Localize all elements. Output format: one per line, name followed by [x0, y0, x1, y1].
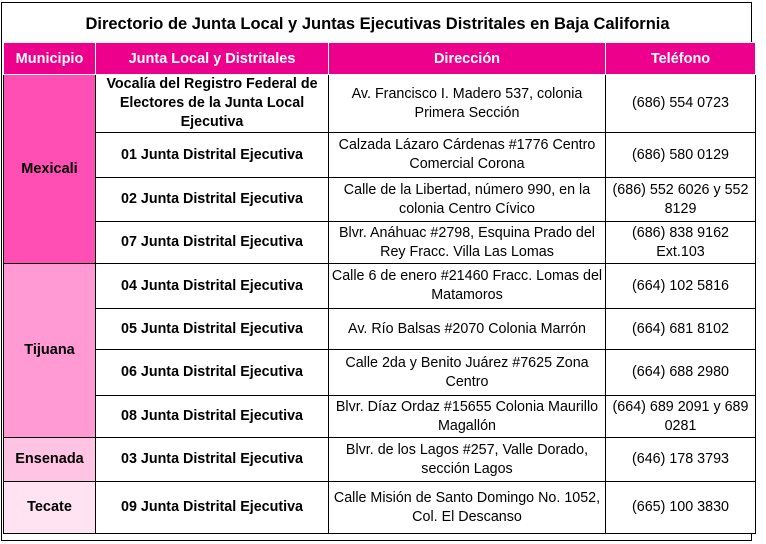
- telefono-cell: (664) 688 2980: [606, 350, 756, 396]
- table-row: [4, 75, 756, 133]
- junta-cell: 09 Junta Distrital Ejecutiva: [96, 482, 329, 534]
- municipio-mexicali: Mexicali: [4, 75, 96, 264]
- table-row: [4, 178, 756, 222]
- direccion-cell: Calle Misión de Santo Domingo No. 1052, Col. El Descanso: [329, 482, 606, 534]
- header-direccion: Dirección: [329, 43, 606, 75]
- direccion-cell: Av. Francisco I. Madero 537, colonia Primera Sección: [329, 75, 606, 133]
- table-row: [4, 264, 756, 309]
- junta-cell: 06 Junta Distrital Ejecutiva: [96, 350, 329, 396]
- telefono-cell: (686) 580 0129: [606, 133, 756, 178]
- telefono-cell: (686) 838 9162 Ext.103: [606, 222, 756, 264]
- direccion-cell: Calzada Lázaro Cárdenas #1776 Centro Comercial Corona: [329, 133, 606, 178]
- direccion-cell: Calle 2da y Benito Juárez #7625 Zona Centro: [329, 350, 606, 396]
- direccion-cell: Blvr. de los Lagos #257, Valle Dorado, sección Lagos: [329, 438, 606, 482]
- table-row: [4, 222, 756, 264]
- telefono-cell: (686) 554 0723: [606, 75, 756, 133]
- table-row: [4, 396, 756, 438]
- direccion-cell: Av. Río Balsas #2070 Colonia Marrón: [329, 309, 606, 350]
- junta-cell: 04 Junta Distrital Ejecutiva: [96, 264, 329, 309]
- header-junta: Junta Local y Distritales: [96, 43, 329, 75]
- telefono-cell: (646) 178 3793: [606, 438, 756, 482]
- junta-cell: Vocalía del Registro Federal de Electores de la Junta Local Ejecutiva: [96, 75, 329, 133]
- table-row: [4, 350, 756, 396]
- header-municipio: Municipio: [4, 43, 96, 75]
- direccion-cell: Blvr. Anáhuac #2798, Esquina Prado del Rey Fracc. Villa Las Lomas: [329, 222, 606, 264]
- junta-cell: 08 Junta Distrital Ejecutiva: [96, 396, 329, 438]
- junta-cell: 05 Junta Distrital Ejecutiva: [96, 309, 329, 350]
- municipio-tecate: Tecate: [4, 482, 96, 534]
- header-telefono: Teléfono: [606, 43, 756, 75]
- directory-table: [3, 42, 756, 534]
- table-row: [4, 133, 756, 178]
- junta-cell: 02 Junta Distrital Ejecutiva: [96, 178, 329, 222]
- table-row: [4, 482, 756, 534]
- telefono-cell: (665) 100 3830: [606, 482, 756, 534]
- junta-cell: 01 Junta Distrital Ejecutiva: [96, 133, 329, 178]
- junta-cell: 07 Junta Distrital Ejecutiva: [96, 222, 329, 264]
- municipio-tijuana: Tijuana: [4, 264, 96, 438]
- junta-cell: 03 Junta Distrital Ejecutiva: [96, 438, 329, 482]
- telefono-cell: (664) 102 5816: [606, 264, 756, 309]
- telefono-cell: (664) 681 8102: [606, 309, 756, 350]
- table-row: [4, 309, 756, 350]
- page-title: Directorio de Junta Local y Juntas Ejecutivas Distritales en Baja California: [85, 15, 670, 33]
- direccion-cell: Calle de la Libertad, número 990, en la colonia Centro Cívico: [329, 178, 606, 222]
- table-row: [4, 438, 756, 482]
- direccion-cell: Blvr. Díaz Ordaz #15655 Colonia Maurillo Magallón: [329, 396, 606, 438]
- direccion-cell: Calle 6 de enero #21460 Fracc. Lomas del Matamoros: [329, 264, 606, 309]
- telefono-cell: (664) 689 2091 y 689 0281: [606, 396, 756, 438]
- telefono-cell: (686) 552 6026 y 552 8129: [606, 178, 756, 222]
- municipio-ensenada: Ensenada: [4, 438, 96, 482]
- table-header-row: [4, 43, 756, 75]
